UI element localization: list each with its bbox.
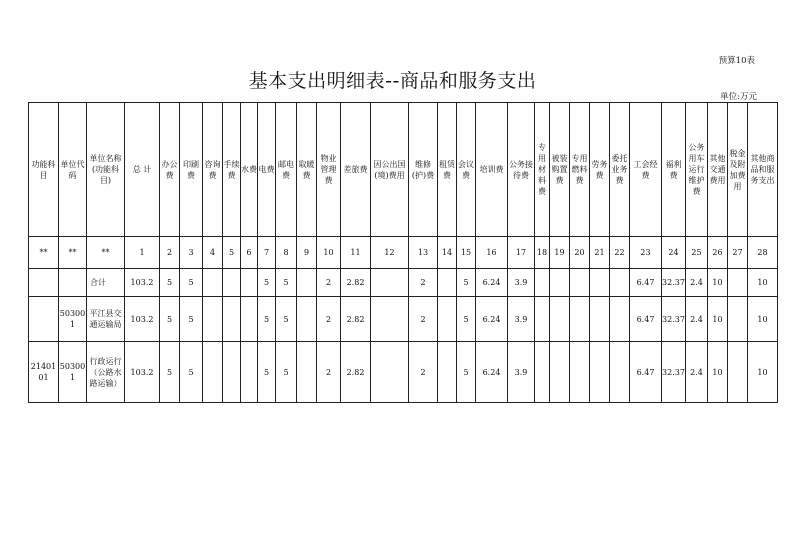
column-number-cell: 3 — [180, 237, 203, 269]
header-cell: 功能科目 — [29, 103, 59, 237]
column-number-cell: 4 — [203, 237, 223, 269]
column-number-cell: 17 — [508, 237, 535, 269]
column-number-cell: 8 — [276, 237, 297, 269]
column-number-cell: ** — [29, 237, 59, 269]
table-row — [29, 342, 778, 403]
table-cell: 5 — [457, 269, 476, 297]
table-cell: 6.47 — [630, 342, 662, 403]
table-cell — [223, 269, 241, 297]
header-cell: 总 计 — [125, 103, 160, 237]
table-cell — [570, 342, 590, 403]
table-cell: 10 — [708, 297, 728, 342]
table-cell — [438, 297, 457, 342]
column-number-cell: 1 — [125, 237, 160, 269]
table-cell — [29, 297, 59, 342]
table-cell: 103.2 — [125, 297, 160, 342]
table-cell: 2140101 — [29, 342, 59, 403]
table-cell: 5 — [258, 342, 276, 403]
table-cell: 10 — [708, 269, 728, 297]
table-cell: 5 — [160, 297, 180, 342]
table-cell: 2 — [409, 342, 438, 403]
expenditure-table — [28, 102, 778, 403]
table-cell — [297, 269, 317, 297]
table-cell: 10 — [748, 342, 778, 403]
column-number-row — [29, 237, 778, 269]
header-cell: 水费 — [241, 103, 258, 237]
table-cell — [59, 269, 87, 297]
table-cell — [203, 269, 223, 297]
header-cell: 办公费 — [160, 103, 180, 237]
header-cell: 印刷费 — [180, 103, 203, 237]
column-number-cell: ** — [87, 237, 125, 269]
table-cell: 2.82 — [341, 269, 371, 297]
table-cell: 3.9 — [508, 342, 535, 403]
table-cell: 2.4 — [686, 342, 708, 403]
header-cell: 差旅费 — [341, 103, 371, 237]
table-cell — [550, 269, 570, 297]
header-cell: 邮电费 — [276, 103, 297, 237]
table-cell: 5 — [457, 297, 476, 342]
table-cell: 5 — [160, 342, 180, 403]
column-number-cell: 26 — [708, 237, 728, 269]
page-title: 基本支出明细表--商品和服务支出 — [248, 70, 537, 92]
table-cell — [371, 269, 409, 297]
table-cell: 5 — [276, 342, 297, 403]
column-number-cell: 6 — [241, 237, 258, 269]
table-cell: 10 — [708, 342, 728, 403]
header-cell: 会议费 — [457, 103, 476, 237]
table-cell: 10 — [748, 297, 778, 342]
column-number-cell: 21 — [590, 237, 610, 269]
column-number-cell: 23 — [630, 237, 662, 269]
table-cell: 行政运行（公路水路运输） — [87, 342, 125, 403]
column-number-cell: 20 — [570, 237, 590, 269]
table-cell: 5 — [457, 342, 476, 403]
column-number-cell: 7 — [258, 237, 276, 269]
table-cell: 2 — [317, 342, 341, 403]
header-cell: 公务用车运行维护费 — [686, 103, 708, 237]
table-cell: 103.2 — [125, 342, 160, 403]
table-cell: 2 — [317, 297, 341, 342]
header-cell: 委托业务费 — [610, 103, 630, 237]
table-cell: 5 — [258, 297, 276, 342]
header-cell: 专用材料费 — [535, 103, 550, 237]
table-cell: 10 — [748, 269, 778, 297]
table-cell — [570, 269, 590, 297]
header-cell: 其他商品和服务支出 — [748, 103, 778, 237]
table-cell — [203, 342, 223, 403]
table-row — [29, 297, 778, 342]
header-cell: 单位名称(功能科目) — [87, 103, 125, 237]
table-cell: 2.4 — [686, 269, 708, 297]
table-cell — [371, 297, 409, 342]
table-cell — [223, 297, 241, 342]
table-cell — [728, 269, 748, 297]
table-cell: 2.82 — [341, 297, 371, 342]
header-cell: 租赁费 — [438, 103, 457, 237]
table-cell — [241, 297, 258, 342]
header-cell: 税金及附加费用 — [728, 103, 748, 237]
table-cell: 5 — [180, 297, 203, 342]
column-number-cell: 24 — [662, 237, 686, 269]
header-cell: 被装购置费 — [550, 103, 570, 237]
table-cell: 2 — [409, 269, 438, 297]
table-cell — [535, 297, 550, 342]
header-cell: 其他交通费用 — [708, 103, 728, 237]
column-number-cell: 15 — [457, 237, 476, 269]
header-cell: 电费 — [258, 103, 276, 237]
table-cell: 503001 — [59, 342, 87, 403]
column-number-cell: 11 — [341, 237, 371, 269]
table-cell — [438, 269, 457, 297]
table-cell — [535, 269, 550, 297]
table-cell: 6.24 — [476, 269, 508, 297]
table-row — [29, 269, 778, 297]
table-cell: 3.9 — [508, 297, 535, 342]
table-cell — [570, 297, 590, 342]
table-cell — [297, 342, 317, 403]
table-cell — [590, 297, 610, 342]
header-cell: 工会经费 — [630, 103, 662, 237]
table-cell — [371, 342, 409, 403]
column-number-cell: 10 — [317, 237, 341, 269]
table-cell — [297, 297, 317, 342]
table-cell: 2.4 — [686, 297, 708, 342]
table-cell: 103.2 — [125, 269, 160, 297]
table-cell: 6.47 — [630, 269, 662, 297]
table-cell: 5 — [180, 269, 203, 297]
table-cell: 503001 — [59, 297, 87, 342]
header-cell: 公务接待费 — [508, 103, 535, 237]
table-cell: 5 — [276, 269, 297, 297]
table-cell: 32.37 — [662, 342, 686, 403]
header-cell: 培训费 — [476, 103, 508, 237]
table-cell: 合计 — [87, 269, 125, 297]
unit-label: 单位:万元 — [720, 92, 757, 102]
column-number-cell: 2 — [160, 237, 180, 269]
table-cell: 2 — [317, 269, 341, 297]
table-cell: 6.24 — [476, 342, 508, 403]
table-cell — [590, 269, 610, 297]
header-row — [29, 103, 778, 237]
table-cell — [590, 342, 610, 403]
budget-table-number: 预算10表 — [718, 56, 755, 66]
table-cell: 3.9 — [508, 269, 535, 297]
table-cell: 平江县交通运输局 — [87, 297, 125, 342]
column-number-cell: 12 — [371, 237, 409, 269]
table-cell: 5 — [160, 269, 180, 297]
header-cell: 劳务费 — [590, 103, 610, 237]
column-number-cell: 13 — [409, 237, 438, 269]
header-cell: 维修(护)费 — [409, 103, 438, 237]
table-cell — [223, 342, 241, 403]
table-cell: 6.24 — [476, 297, 508, 342]
header-cell: 单位代码 — [59, 103, 87, 237]
column-number-cell: 5 — [223, 237, 241, 269]
table-cell: 2 — [409, 297, 438, 342]
table-cell — [29, 269, 59, 297]
table-cell — [610, 342, 630, 403]
header-cell: 福利费 — [662, 103, 686, 237]
column-number-cell: 18 — [535, 237, 550, 269]
table-cell — [550, 342, 570, 403]
header-cell: 取暖费 — [297, 103, 317, 237]
table-cell — [610, 297, 630, 342]
table-cell: 5 — [276, 297, 297, 342]
header-cell: 咨询费 — [203, 103, 223, 237]
table-cell: 32.37 — [662, 269, 686, 297]
header-cell: 因公出国(境)费用 — [371, 103, 409, 237]
table-cell: 6.47 — [630, 297, 662, 342]
column-number-cell: 16 — [476, 237, 508, 269]
table-cell — [610, 269, 630, 297]
column-number-cell: 28 — [748, 237, 778, 269]
header-cell: 专用燃料费 — [570, 103, 590, 237]
column-number-cell: 19 — [550, 237, 570, 269]
table-cell — [728, 342, 748, 403]
table-cell — [241, 342, 258, 403]
column-number-cell: 27 — [728, 237, 748, 269]
header-cell: 物业管理费 — [317, 103, 341, 237]
table-cell — [550, 297, 570, 342]
column-number-cell: 25 — [686, 237, 708, 269]
table-cell — [203, 297, 223, 342]
column-number-cell: ** — [59, 237, 87, 269]
column-number-cell: 14 — [438, 237, 457, 269]
table-cell: 2.82 — [341, 342, 371, 403]
table-cell — [728, 297, 748, 342]
column-number-cell: 9 — [297, 237, 317, 269]
header-cell: 手续费 — [223, 103, 241, 237]
table-cell: 5 — [180, 342, 203, 403]
table-cell: 32.37 — [662, 297, 686, 342]
table-cell — [438, 342, 457, 403]
table-cell: 5 — [258, 269, 276, 297]
column-number-cell: 22 — [610, 237, 630, 269]
table-cell — [535, 342, 550, 403]
table-cell — [241, 269, 258, 297]
